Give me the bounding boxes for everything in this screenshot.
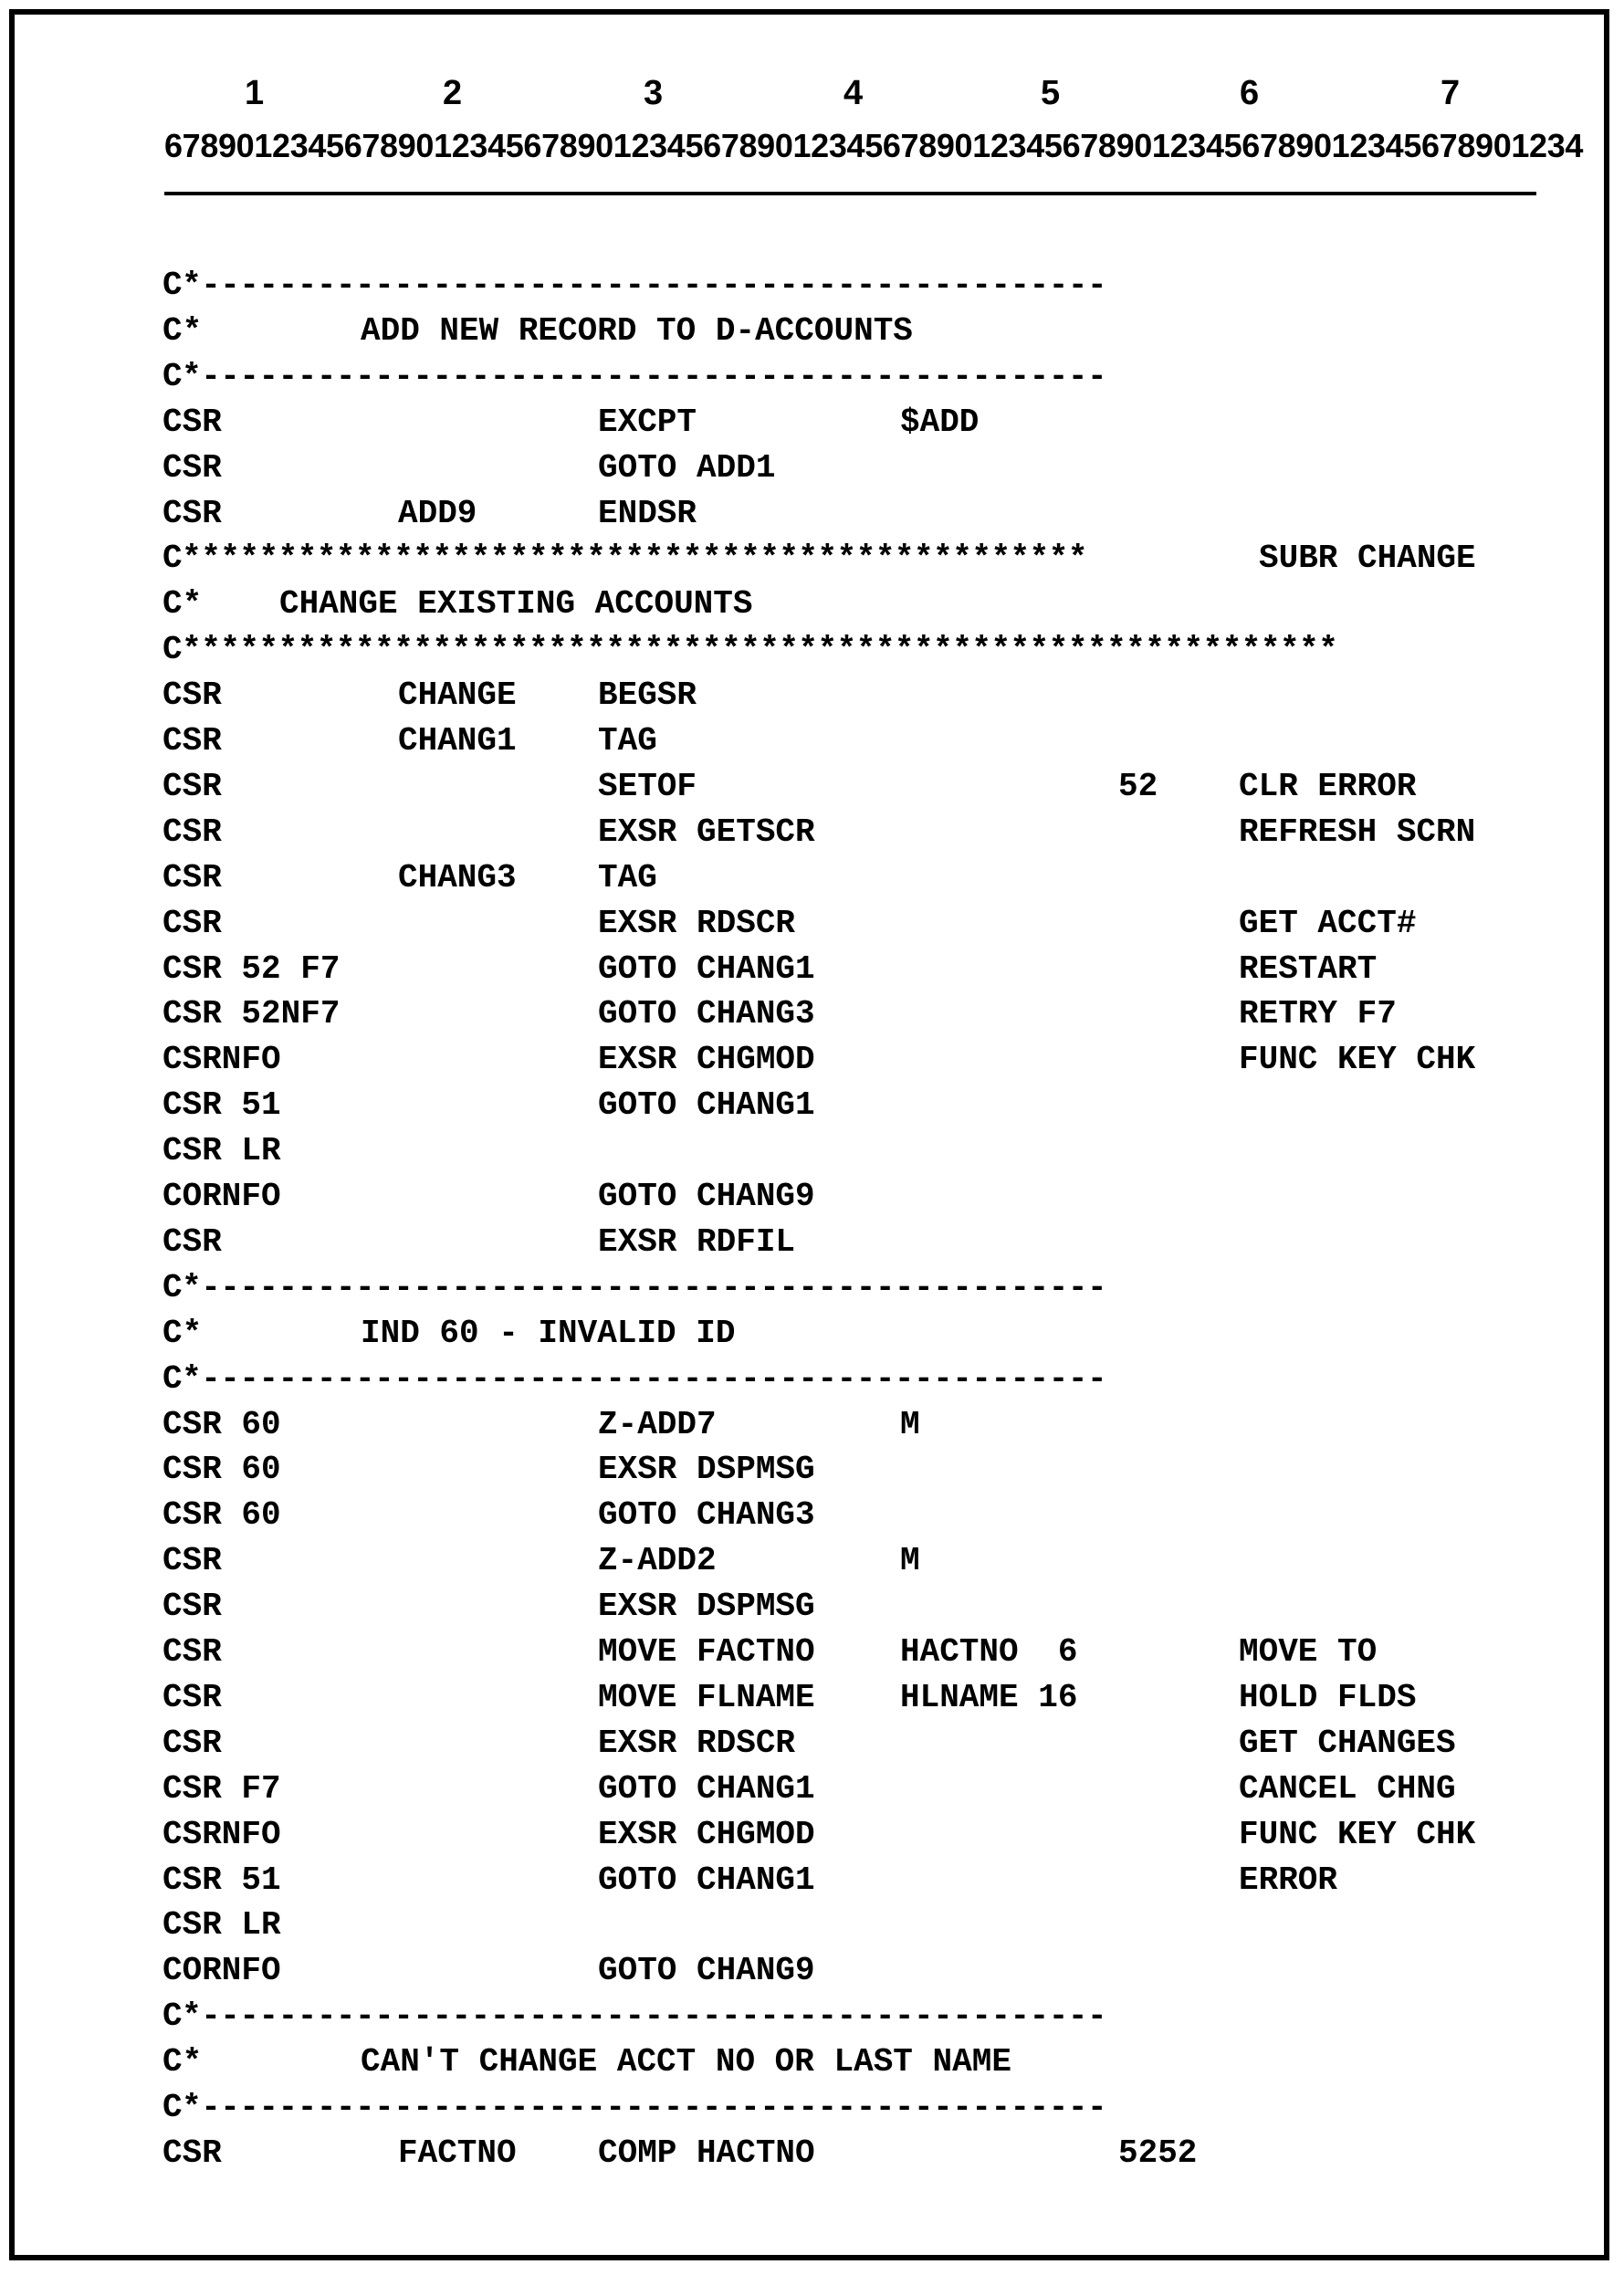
code-line <box>0 446 1588 490</box>
operation-field: GOTO CHANG9 <box>598 1178 815 1215</box>
operation-field: Z-ADD7 <box>598 1405 717 1443</box>
dash-separator: C*----------------------------------------------- <box>162 267 1107 304</box>
operation-field: Z-ADD2 <box>598 1542 717 1580</box>
spec-indicators: CSR 51 <box>162 1086 281 1125</box>
spec-indicators: CSR <box>162 403 222 441</box>
star-separator: C************************************************************ <box>162 631 1338 669</box>
ruler-tens-1: 1 <box>245 74 265 112</box>
ruler-tens-4: 4 <box>843 74 864 112</box>
code-line <box>0 492 1588 536</box>
comment-text: ADD NEW RECORD TO D-ACCOUNTS <box>361 311 913 350</box>
separator-line <box>0 1266 1588 1310</box>
comment-text: CAN'T CHANGE ACCT NO OR LAST NAME <box>361 2043 1011 2081</box>
code-line <box>0 674 1588 718</box>
operation-field: GOTO CHANG1 <box>598 1861 815 1899</box>
operation-field: TAG <box>598 858 657 896</box>
comment-field: ERROR <box>1239 1861 1338 1899</box>
operation-field: MOVE FACTNO <box>598 1633 815 1671</box>
comment-field: FUNC KEY CHK <box>1239 1815 1476 1853</box>
spec-indicators: CSR <box>162 1542 222 1580</box>
code-line <box>0 1767 1588 1811</box>
separator-line <box>0 1995 1588 2039</box>
comment-line <box>0 1312 1588 1356</box>
spec-indicators: CSR 51 <box>162 1861 281 1899</box>
code-line <box>0 1585 1588 1629</box>
comment-prefix: C* <box>162 2043 203 2081</box>
spec-indicators: CSR 52NF7 <box>162 995 341 1033</box>
operation-field: BEGSR <box>598 676 697 715</box>
spec-indicators: CSR <box>162 676 222 715</box>
spec-indicators: CSR <box>162 1678 222 1716</box>
code-line <box>0 1813 1588 1857</box>
comment-field: CLR ERROR <box>1239 767 1417 805</box>
operation-field: EXSR RDSCR <box>598 904 796 942</box>
code-line <box>0 765 1588 809</box>
operation-field: GOTO CHANG3 <box>598 1496 815 1535</box>
comment-text: IND 60 - INVALID ID <box>361 1314 736 1352</box>
operation-field: COMP HACTNO <box>598 2133 815 2172</box>
indicator-field: 52 <box>1118 767 1158 805</box>
operation-field: MOVE FLNAME <box>598 1678 815 1716</box>
code-line <box>0 811 1588 854</box>
factor1-field: CHANG1 <box>398 722 517 760</box>
operation-field: EXSR RDSCR <box>598 1724 796 1762</box>
spec-indicators: CSR <box>162 1633 222 1671</box>
separator-line <box>0 355 1588 399</box>
ruler-tens-5: 5 <box>1041 74 1061 112</box>
comment-prefix: C* <box>162 311 203 350</box>
spec-indicators: CSR <box>162 448 222 487</box>
comment-field: RESTART <box>1239 949 1378 988</box>
operation-field: SETOF <box>598 767 697 805</box>
spec-indicators: CSR <box>162 812 222 851</box>
comment-line <box>0 2040 1588 2084</box>
comment-prefix: C* <box>162 1314 203 1352</box>
indicator-field: 5252 <box>1118 2133 1198 2172</box>
spec-indicators: CSR LR <box>162 1132 281 1170</box>
comment-prefix: C* <box>162 585 203 624</box>
operation-field: EXSR CHGMOD <box>598 1815 815 1853</box>
code-line <box>0 1949 1588 1993</box>
spec-indicators: CSR <box>162 904 222 942</box>
code-line <box>0 1175 1588 1219</box>
ruler-digits: 6789012345678901234567890123456789012345678901234567890123456789012345678901234 <box>164 127 1584 164</box>
separator-line <box>0 264 1588 308</box>
spec-indicators: CSRNFO <box>162 1815 281 1853</box>
code-line <box>0 1403 1588 1447</box>
comment-field: CANCEL CHNG <box>1239 1769 1456 1808</box>
code-line <box>0 902 1588 946</box>
code-line <box>0 1038 1588 1082</box>
spec-indicators: CSR LR <box>162 1906 281 1945</box>
comment-line <box>0 582 1588 626</box>
result-field: $ADD <box>900 403 980 441</box>
ruler-tens-7: 7 <box>1441 74 1461 112</box>
comment-field: RETRY F7 <box>1239 995 1397 1033</box>
dash-separator: C*----------------------------------------------- <box>162 1268 1107 1306</box>
ruler-tens-2: 2 <box>443 74 463 112</box>
comment-field: FUNC KEY CHK <box>1239 1041 1476 1079</box>
operation-field: EXSR DSPMSG <box>598 1451 815 1489</box>
code-line <box>0 1221 1588 1264</box>
dash-separator: C*----------------------------------------------- <box>162 1359 1107 1398</box>
code-line <box>0 992 1588 1036</box>
operation-field: EXSR RDFIL <box>598 1222 796 1261</box>
code-line <box>0 1859 1588 1903</box>
factor1-field: CHANGE <box>398 676 517 715</box>
comment-field: HOLD FLDS <box>1239 1678 1417 1716</box>
ruler-divider <box>164 192 1536 195</box>
spec-indicators: CSR <box>162 1588 222 1626</box>
operation-field: TAG <box>598 722 657 760</box>
code-line <box>0 948 1588 991</box>
code-line <box>0 1630 1588 1674</box>
spec-indicators: CSR 60 <box>162 1451 281 1489</box>
result-field: M <box>900 1542 920 1580</box>
spec-indicators: CSR 60 <box>162 1496 281 1535</box>
separator-line <box>0 2086 1588 2130</box>
dash-separator: C*----------------------------------------------- <box>162 2089 1107 2126</box>
operation-field: EXSR CHGMOD <box>598 1041 815 1079</box>
ruler-tens-6: 6 <box>1240 74 1260 112</box>
operation-field: GOTO CHANG1 <box>598 1769 815 1808</box>
operation-field: GOTO CHANG3 <box>598 995 815 1033</box>
spec-indicators: CSR F7 <box>162 1769 281 1808</box>
operation-field: GOTO CHANG1 <box>598 949 815 988</box>
comment-line <box>0 309 1588 353</box>
comment-text: CHANGE EXISTING ACCOUNTS <box>279 585 753 624</box>
code-line <box>0 1129 1588 1173</box>
spec-indicators: CSR <box>162 494 222 532</box>
result-field: HLNAME 16 <box>900 1678 1078 1716</box>
spec-indicators: CSR <box>162 1222 222 1261</box>
factor1-field: FACTNO <box>398 2133 517 2172</box>
comment-field: GET CHANGES <box>1239 1724 1456 1762</box>
code-line <box>0 719 1588 763</box>
subroutine-title: SUBR CHANGE <box>1259 540 1476 578</box>
code-line <box>0 1084 1588 1127</box>
code-line <box>0 1448 1588 1492</box>
factor1-field: CHANG3 <box>398 858 517 896</box>
star-separator: C*********************************************** <box>162 540 1087 578</box>
operation-field: EXCPT <box>598 403 697 441</box>
star-banner-line <box>0 537 1588 581</box>
spec-indicators: CSR <box>162 722 222 760</box>
code-line <box>0 1539 1588 1583</box>
code-line <box>0 1676 1588 1720</box>
spec-indicators: CSR <box>162 2133 222 2172</box>
spec-indicators: CSR <box>162 858 222 896</box>
star-banner-line <box>0 628 1588 672</box>
operation-field: GOTO CHANG9 <box>598 1952 815 1990</box>
result-field: M <box>900 1405 920 1443</box>
comment-field: MOVE TO <box>1239 1633 1378 1671</box>
operation-field: EXSR DSPMSG <box>598 1588 815 1626</box>
operation-field: GOTO ADD1 <box>598 448 776 487</box>
operation-field: ENDSR <box>598 494 697 532</box>
spec-indicators: CORNFO <box>162 1952 281 1990</box>
spec-indicators: CSR 60 <box>162 1405 281 1443</box>
dash-separator: C*----------------------------------------------- <box>162 357 1107 395</box>
dash-separator: C*----------------------------------------------- <box>162 1997 1107 2036</box>
spec-indicators: CSR 52 F7 <box>162 949 341 988</box>
separator-line <box>0 1358 1588 1401</box>
ruler-tens-3: 3 <box>644 74 664 112</box>
code-line <box>0 1722 1588 1766</box>
operation-field: GOTO CHANG1 <box>598 1086 815 1125</box>
code-line <box>0 856 1588 900</box>
code-line <box>0 2132 1588 2175</box>
code-line <box>0 401 1588 445</box>
spec-indicators: CSR <box>162 1724 222 1762</box>
comment-field: GET ACCT# <box>1239 904 1417 942</box>
operation-field: EXSR GETSCR <box>598 812 815 851</box>
comment-field: REFRESH SCRN <box>1239 812 1476 851</box>
result-field: HACTNO 6 <box>900 1633 1078 1671</box>
code-line <box>0 1494 1588 1537</box>
code-line <box>0 1903 1588 1947</box>
factor1-field: ADD9 <box>398 494 477 532</box>
spec-indicators: CSR <box>162 767 222 805</box>
spec-indicators: CORNFO <box>162 1178 281 1215</box>
spec-indicators: CSRNFO <box>162 1041 281 1079</box>
